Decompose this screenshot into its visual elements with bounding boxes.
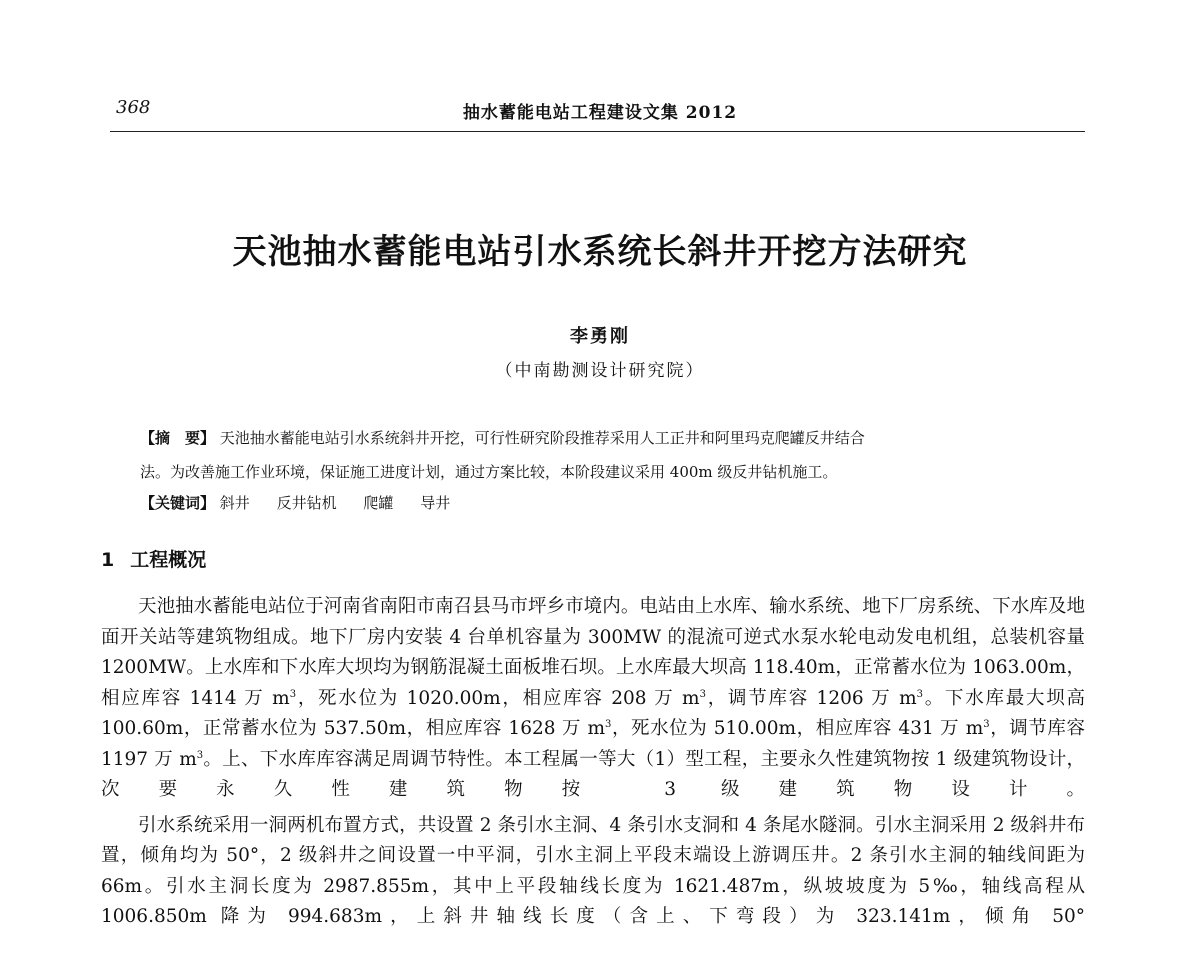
paragraph-1-text: 。上、下水库库容满足周调节特性。本工程属一等大（1）型工程，主要永久性建筑物按 1 级建筑物设计，次要永久性建筑物按 3 级建筑物设计。 xyxy=(101,748,1085,800)
keywords-label: 【关键词】 xyxy=(140,494,216,512)
superscript: 3 xyxy=(289,688,297,700)
section-heading xyxy=(101,545,206,572)
author-name: 李勇刚 xyxy=(570,326,630,347)
keyword-item: 爬罐 xyxy=(363,494,394,512)
author-affiliation: （中南勘测设计研究院） xyxy=(495,361,705,381)
superscript: 3 xyxy=(605,718,612,730)
paragraph-1-text: ，死水位为 1020.00m，相应库容 208 万 m xyxy=(296,687,700,709)
superscript: 3 xyxy=(699,688,706,700)
keyword-item: 反井钻机 xyxy=(276,494,337,512)
paragraph-1-text: ，调节库容 1197 万 m xyxy=(101,718,1085,770)
section-number: 1 xyxy=(101,549,115,571)
paragraph-1-text: ，调节库容 1206 万 m xyxy=(705,687,917,709)
abstract-label: 【摘 要】 xyxy=(140,429,216,447)
paragraph-1-text: 。下水库最大坝高 100.60m，正常蓄水位为 537.50m，相应库容 1628 万 m xyxy=(101,687,1085,739)
paragraph-2: 引水系统采用一洞两机布置方式，共设置 2 条引水主洞、4 条引水支洞和 4 条尾水隧洞。引水主洞采用 2 级斜井布置，倾角均为 50°，2 级斜井之间设置一中平洞，引水主洞上平段末端设上游调压井。2 条引水主洞的轴线间距为 66m。引水主洞长度为 2987.855m，其中上平段轴线长度为 1621.487m，纵坡坡度为 5‰，轴线高程从 1006.850m 降为 994.683m，上斜井轴线长度（含上、下弯段）为 323.141m，倾角 50° xyxy=(101,814,1085,927)
section-title: 工程概况 xyxy=(130,549,207,571)
keyword-item: 斜井 xyxy=(219,494,250,512)
superscript: 3 xyxy=(916,688,924,700)
superscript: 3 xyxy=(196,749,204,761)
keyword-item: 导井 xyxy=(420,494,451,512)
header-rule xyxy=(110,131,1085,132)
paragraph-1-text: ，死水位为 510.00m，相应库容 431 万 m xyxy=(611,718,984,739)
paper-title: 天池抽水蓄能电站引水系统长斜井开挖方法研究 xyxy=(232,232,968,272)
paragraph-1-text: 天池抽水蓄能电站位于河南省南阳市南召县马市坪乡市境内。电站由上水库、输水系统、地下厂房系统、下水库及地面开关站等建筑物组成。地下厂房内安装 4 台单机容量为 300MW 的混流可逆式水泵水轮电动发电机组，总装机容量 1200MW。上水库和下水库大坝均为钢筋混凝土面板堆石坝。上水库最大坝高 118.40m，正常蓄水位为 1063.00m，相应库容 1414 万 m xyxy=(101,596,1085,709)
running-header: 抽水蓄能电站工程建设文集 2012 xyxy=(462,103,738,123)
abstract-text-1: 天池抽水蓄能电站引水系统斜井开挖，可行性研究阶段推荐采用人工正井和阿里玛克爬罐反井结合 xyxy=(219,429,865,447)
abstract-text-2: 法。为改善施工作业环境，保证施工进度计划，通过方案比较，本阶段建议采用 400m 级反井钻机施工。 xyxy=(140,463,838,481)
superscript: 3 xyxy=(983,718,990,730)
page-number: 368 xyxy=(116,97,151,118)
abstract-line-2 xyxy=(140,463,1070,481)
keywords-line xyxy=(140,494,1070,512)
body-text xyxy=(101,592,1085,933)
abstract-line-1 xyxy=(140,429,1070,447)
paragraph-1 xyxy=(101,592,1085,806)
